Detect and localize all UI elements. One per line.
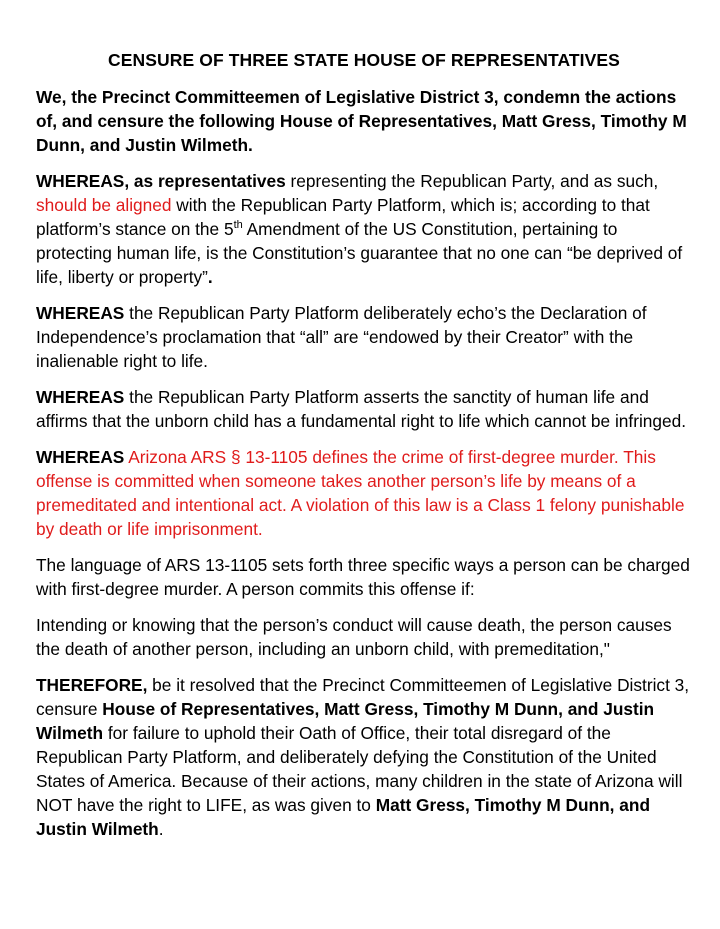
intro-paragraph <box>36 85 692 157</box>
whereas-1-text-a: representing the Republican Party, and as such, <box>285 171 659 191</box>
therefore-text-b: for failure to uphold their Oath of Office, their total disregard of the Republican Party Platform, and deliberately defying the Constitution of the United States of America. Because of their actions, many children in the state of Arizona will NOT have the right to LIFE, as was given to <box>36 723 683 815</box>
whereas-paragraph-2 <box>36 301 692 373</box>
whereas-paragraph-1 <box>36 169 692 289</box>
whereas-4-highlight: Arizona ARS § 13-1105 defines the crime of first-degree murder. This offense is committed when someone takes another person’s life by means of a premeditated and intentional act. A violation of this law is a Class 1 felony punishable by death or life imprisonment. <box>36 447 685 539</box>
whereas-2-text: the Republican Party Platform deliberately echo’s the Declaration of Independence’s proclamation that “all” are “endowed by their Creator” with the inalienable right to life. <box>36 303 647 371</box>
therefore-text-a: be it resolved that the Precinct Committeemen of Legislative District 3, censure <box>36 675 690 719</box>
whereas-3-text: the Republican Party Platform asserts the sanctity of human life and affirms that the unborn child has a fundamental right to life which cannot be infringed. <box>36 387 687 431</box>
whereas-4-lead: WHEREAS <box>36 447 125 467</box>
whereas-2-lead: WHEREAS <box>36 303 125 323</box>
document-title: CENSURE OF THREE STATE HOUSE OF REPRESENTATIVES <box>108 50 620 70</box>
therefore-paragraph <box>36 673 692 841</box>
therefore-bold-b: Matt Gress, Timothy M Dunn, and Justin Wilmeth <box>36 795 650 839</box>
whereas-paragraph-4 <box>36 445 692 541</box>
whereas-1-highlight: should be aligned <box>36 195 172 215</box>
whereas-1-lead: WHEREAS, as representatives <box>36 171 286 191</box>
paragraph-5: The language of ARS 13-1105 sets forth three specific ways a person can be charged with first-degree murder. A person commits this offense if: <box>36 555 690 599</box>
whereas-1-text-c: Amendment of the US Constitution, pertaining to protecting human life, is the Constitution’s guarantee that no one can “be deprived of life, liberty or property” <box>36 219 683 287</box>
therefore-end: . <box>158 819 164 839</box>
whereas-3-lead: WHEREAS <box>36 387 125 407</box>
paragraph-6: Intending or knowing that the person’s conduct will cause death, the person causes the death of another person, including an unborn child, with premeditation," <box>36 615 672 659</box>
whereas-1-end: . <box>207 267 213 287</box>
whereas-1-text-b: with the Republican Party Platform, which is; according to that platform’s stance on the 5 <box>36 195 650 239</box>
therefore-lead: THEREFORE, <box>36 675 148 695</box>
intro-text: We, the Precinct Committeemen of Legislative District 3, condemn the actions of, and censure the following House of Representatives, Matt Gress, Timothy M Dunn, and Justin Wilmeth. <box>36 87 687 155</box>
whereas-paragraph-3 <box>36 385 692 433</box>
therefore-bold-a: House of Representatives, Matt Gress, Timothy M Dunn, and Justin Wilmeth <box>36 699 655 743</box>
whereas-1-superscript: th <box>233 219 243 232</box>
